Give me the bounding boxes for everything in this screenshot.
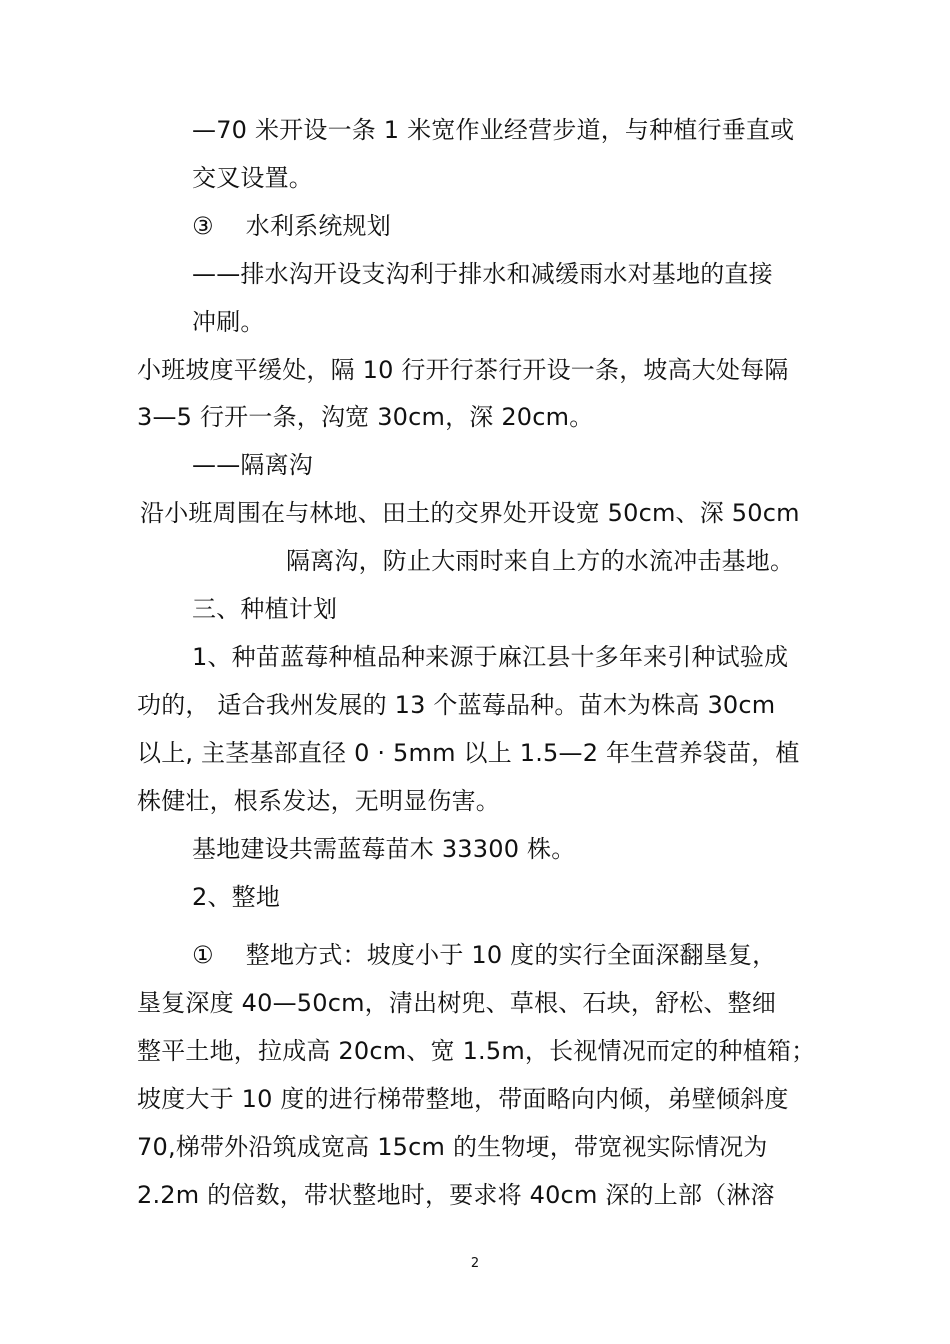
text-line: ① 整地方式：坡度小于 10 度的实行全面深翻垦复， (192, 941, 777, 969)
section-heading: 三、种植计划 (192, 595, 338, 623)
text-line: 垦复深度 40—50cm，清出树兜、草根、石块，舒松、整细 (137, 989, 777, 1017)
text-line: 小班坡度平缓处，隔 10 行开行茶行开设一条，坡高大处每隔 (137, 356, 789, 384)
text-line: 2.2m 的倍数，带状整地时，要求将 40cm 深的上部（淋溶 (137, 1181, 775, 1209)
text-line: 冲刷。 (192, 308, 265, 336)
text-line: 1、种苗蓝莓种植品种来源于麻江县十多年来引种试验成 (192, 643, 789, 671)
page-number: 2 (470, 1256, 480, 1271)
subheading: ——隔离沟 (192, 451, 313, 479)
section-heading: 2、整地 (192, 883, 281, 911)
text-line: 3—5 行开一条，沟宽 30cm，深 20cm。 (137, 403, 594, 431)
text-line: 隔离沟，防止大雨时来自上方的水流冲击基地。 (286, 547, 795, 575)
text-line: 坡度大于 10 度的进行梯带整地，带面略向内倾，弟壁倾斜度 (137, 1085, 789, 1113)
text-line: ——排水沟开设支沟利于排水和减缓雨水对基地的直接 (192, 260, 773, 288)
section-heading: ③ 水利系统规划 (192, 212, 391, 240)
text-line: 株健壮，根系发达，无明显伤害。 (137, 787, 500, 815)
text-line: 70,梯带外沿筑成宽高 15cm 的生物埂，带宽视实际情况为 (137, 1133, 768, 1161)
text-line: 基地建设共需蓝莓苗木 33300 株。 (192, 835, 576, 863)
text-line: 功的， 适合我州发展的 13 个蓝莓品种。苗木为株高 30cm (137, 691, 776, 719)
text-line: 沿小班周围在与林地、田土的交界处开设宽 50cm、深 50cm (140, 499, 800, 527)
text-line: —70 米开设一条 1 米宽作业经营步道，与种植行垂直或 (192, 116, 795, 144)
text-line: 交叉设置。 (192, 164, 313, 192)
text-line: 整平土地，拉成高 20cm、宽 1.5m，长视情况而定的种植箱； (137, 1037, 816, 1065)
text-line: 以上, 主茎基部直径 0 · 5mm 以上 1.5—2 年生营养袋苗，植 (137, 739, 800, 767)
